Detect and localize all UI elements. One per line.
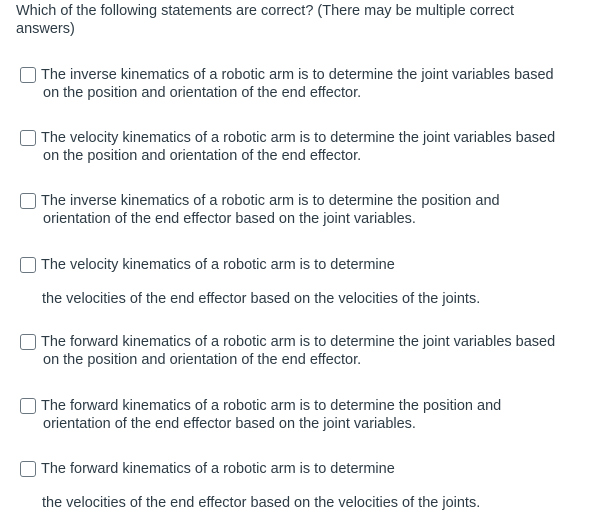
checkbox-icon[interactable] [20,461,36,477]
checkbox-icon[interactable] [20,67,36,83]
answer-option-text: on the position and orientation of the end effector. [43,85,362,101]
answer-option-text: the velocities of the end effector based on the velocities of the joints. [42,495,481,511]
checkbox-icon[interactable] [20,257,36,273]
answer-option-text: The inverse kinematics of a robotic arm is to determine the joint variables based [41,67,554,83]
checkbox-icon[interactable] [20,398,36,414]
answer-option-text: orientation of the end effector based on the joint variables. [43,416,416,432]
answer-option-label [41,333,555,369]
question-prompt: Which of the following statements are correct? (There may be multiple correct answers) [16,3,515,37]
checkbox-icon[interactable] [20,130,36,146]
checkbox-icon[interactable] [20,193,36,209]
answer-option-text: The velocity kinematics of a robotic arm is to determine [41,257,395,273]
answer-option-6[interactable] [20,397,605,433]
answer-option-1[interactable] [20,66,605,102]
answer-option-label [41,397,501,433]
answer-option-text: on the position and orientation of the end effector. [43,352,362,368]
checkbox-icon[interactable] [20,334,36,350]
answer-option-text: on the position and orientation of the end effector. [43,148,362,164]
answer-option-text: The forward kinematics of a robotic arm is to determine [41,461,395,477]
answer-option-7[interactable] [20,460,605,478]
answer-option-text: the velocities of the end effector based on the velocities of the joints. [42,291,481,307]
answer-option-label [41,256,395,274]
answer-option-2[interactable] [20,129,605,165]
answer-option-label [41,66,554,102]
answer-option-text: The forward kinematics of a robotic arm is to determine the position and [41,398,502,414]
answer-option-4[interactable] [20,256,605,274]
answer-option-text: orientation of the end effector based on the joint variables. [43,211,416,227]
answer-option-5[interactable] [20,333,605,369]
answer-option-text: The velocity kinematics of a robotic arm is to determine the joint variables based [41,130,556,146]
answer-option-3[interactable] [20,192,605,228]
answer-option-label [41,192,500,228]
answer-option-text: The inverse kinematics of a robotic arm is to determine the position and [41,193,500,209]
answer-option-label [41,460,395,478]
answer-option-text: The forward kinematics of a robotic arm is to determine the joint variables based [41,334,556,350]
answer-option-label [41,129,555,165]
